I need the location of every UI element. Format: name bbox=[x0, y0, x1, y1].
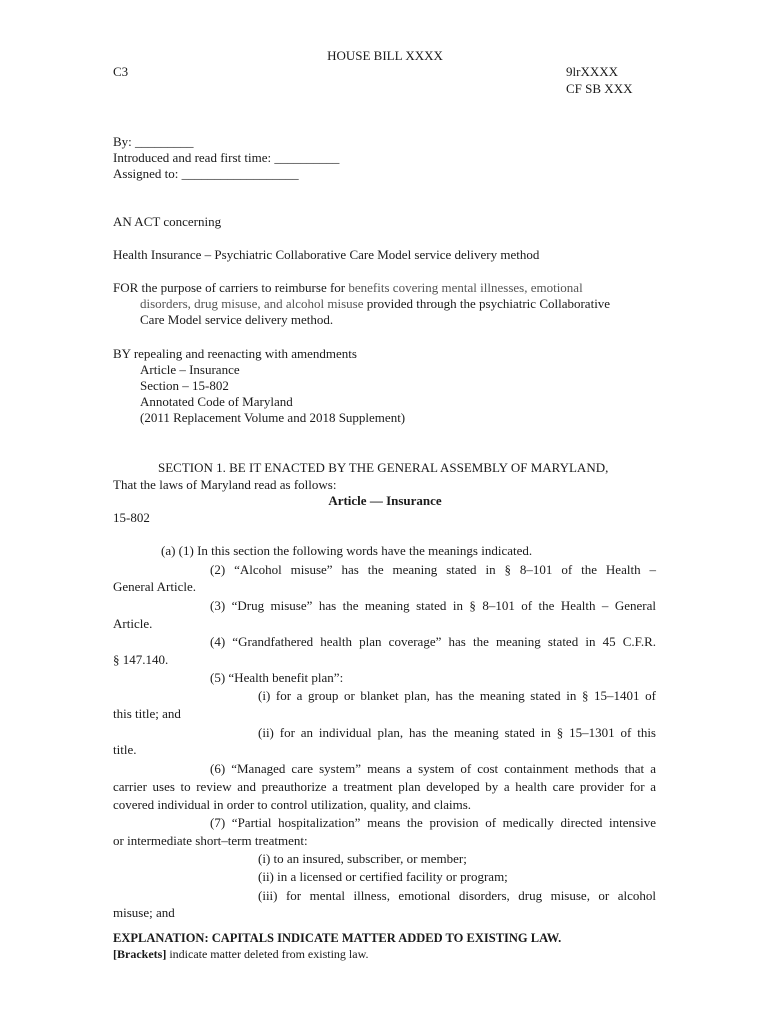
purpose-text: FOR the purpose of carriers to reimburse for bbox=[113, 280, 349, 295]
text-line: (4) “Grandfathered health plan coverage” has the meaning stated in 45 C.F.R. bbox=[210, 634, 656, 649]
sponsor-by: By: _________ bbox=[113, 134, 194, 149]
enactment-clause-cont: That the laws of Maryland read as follows: bbox=[113, 477, 337, 492]
brackets-note bbox=[113, 946, 368, 962]
subsection-a2-cont: General Article. bbox=[113, 579, 197, 594]
subsection-a5ii-first bbox=[258, 725, 656, 741]
subsection-a6-line3: covered individual in order to control utilization, quality, and claims. bbox=[113, 797, 472, 812]
text-line: (ii) for an individual plan, has the meaning stated in § 15–1301 of this bbox=[258, 725, 656, 740]
purpose-text-inserted: disorders, drug misuse, and alcohol misuse bbox=[140, 296, 364, 311]
brackets-text: indicate matter deleted from existing law. bbox=[166, 947, 369, 961]
repeal-section: Section – 15-802 bbox=[140, 378, 229, 393]
purpose-paragraph bbox=[113, 280, 658, 328]
chapter-code: C3 bbox=[113, 64, 129, 79]
subsection-a7-line2: or intermediate short–term treatment: bbox=[113, 833, 308, 848]
brackets-label: [Brackets] bbox=[113, 947, 167, 961]
subsection-a7i: (i) to an insured, subscriber, or member; bbox=[258, 851, 467, 866]
subsection-a7-first bbox=[210, 815, 656, 831]
purpose-line-3: Care Model service delivery method. bbox=[140, 312, 334, 327]
text-line: (i) for a group or blanket plan, has the meaning stated in § 15–1401 of bbox=[258, 688, 656, 703]
subsection-a2-first bbox=[210, 562, 656, 578]
subsection-a3-first bbox=[210, 598, 656, 614]
subsection-a4-cont: § 147.140. bbox=[113, 652, 169, 667]
article-heading: Article — Insurance bbox=[328, 493, 442, 508]
section-number: 15-802 bbox=[113, 510, 150, 525]
subsection-a5i-first bbox=[258, 688, 656, 704]
subsection-a6-first bbox=[210, 761, 656, 777]
subsection-a5ii-cont: title. bbox=[113, 742, 137, 757]
repeal-volume: (2011 Replacement Volume and 2018 Supplement) bbox=[140, 410, 406, 425]
subsection-a7iii-first bbox=[258, 888, 656, 904]
text-line: (3) “Drug misuse” has the meaning stated in § 8–101 of the Health – General bbox=[210, 598, 656, 613]
cross-file-code: CF SB XXX bbox=[566, 81, 633, 96]
repeal-intro: BY repealing and reenacting with amendments bbox=[113, 346, 357, 361]
enactment-clause: SECTION 1. BE IT ENACTED BY THE GENERAL ASSEMBLY OF MARYLAND, bbox=[158, 460, 609, 475]
purpose-text: provided through the psychiatric Collaborative bbox=[363, 296, 611, 311]
lr-code: 9lrXXXX bbox=[566, 64, 618, 79]
text-line: (6) “Managed care system” means a system of cost containment methods that a bbox=[210, 761, 656, 776]
subsection-a7ii: (ii) in a licensed or certified facility or program; bbox=[258, 869, 508, 884]
introduced-line: Introduced and read first time: __________ bbox=[113, 150, 340, 165]
explanation-note: EXPLANATION: CAPITALS INDICATE MATTER ADDED TO EXISTING LAW. bbox=[113, 931, 562, 945]
purpose-line-1 bbox=[113, 280, 658, 296]
text-line: (2) “Alcohol misuse” has the meaning stated in § 8–101 of the Health – bbox=[210, 562, 656, 577]
purpose-line-2 bbox=[113, 296, 658, 312]
act-subject: Health Insurance – Psychiatric Collaborative Care Model service delivery method bbox=[113, 247, 540, 262]
repeal-code: Annotated Code of Maryland bbox=[140, 394, 293, 409]
subsection-a5i-cont: this title; and bbox=[113, 706, 181, 721]
purpose-text-inserted: benefits covering mental illnesses, emotional bbox=[348, 280, 583, 295]
subsection-a6-line2 bbox=[113, 779, 656, 795]
text-line: (7) “Partial hospitalization” means the provision of medically directed intensive bbox=[210, 815, 656, 830]
subsection-a4-first bbox=[210, 634, 656, 650]
text-line: carrier uses to review and preauthorize a treatment plan developed by a health care provider for a bbox=[113, 779, 656, 794]
subsection-a5: (5) “Health benefit plan”: bbox=[210, 670, 344, 685]
subsection-a7iii-cont: misuse; and bbox=[113, 905, 175, 920]
text-line: (iii) for mental illness, emotional disorders, drug misuse, or alcohol bbox=[258, 888, 656, 903]
assigned-line: Assigned to: __________________ bbox=[113, 166, 299, 181]
bill-title: HOUSE BILL XXXX bbox=[327, 48, 443, 63]
subsection-a3-cont: Article. bbox=[113, 616, 153, 631]
subsection-a1: (a) (1) In this section the following words have the meanings indicated. bbox=[161, 543, 533, 558]
repeal-article: Article – Insurance bbox=[140, 362, 240, 377]
act-concerning: AN ACT concerning bbox=[113, 214, 222, 229]
